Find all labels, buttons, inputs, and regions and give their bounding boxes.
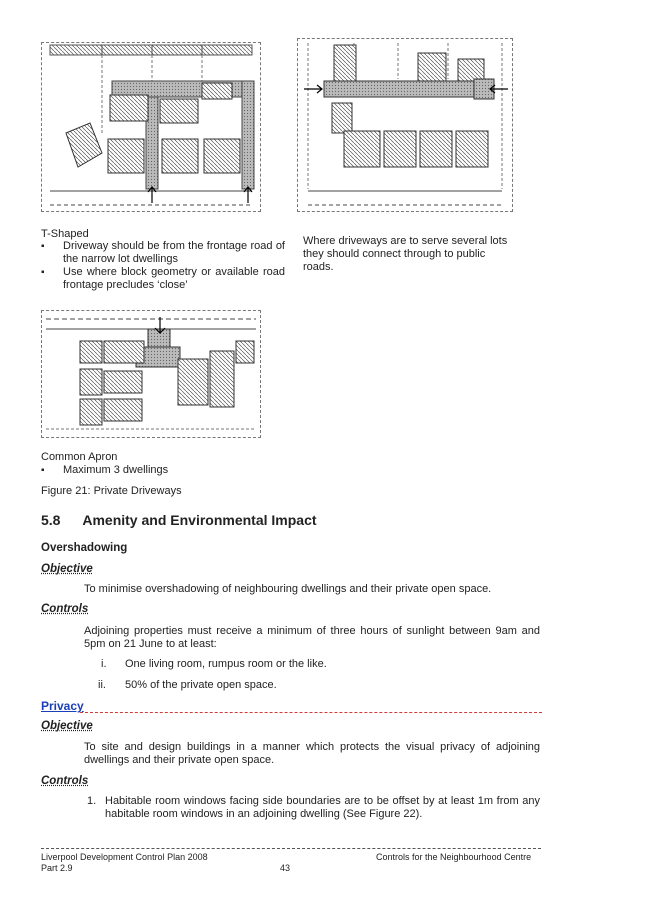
section-title: Amenity and Environmental Impact [82,512,317,528]
section-number: 5.8 [41,512,61,528]
controls-item-num: ii. [98,679,106,691]
overshadowing-objective-text: To minimise overshadowing of neighbouring dwellings and their private open space. [84,583,492,595]
overshadowing-heading: Overshadowing [41,542,128,554]
controls-item-text: One living room, rumpus room or the like. [125,658,327,670]
overshadowing-objective-label: Objective [41,563,93,575]
footer-left-line2: Part 2.9 [41,863,73,873]
common-apron-bullet-1: Maximum 3 dwellings [63,464,169,476]
bullet-marker: ▪ [41,241,45,252]
footer-rule [41,848,541,849]
privacy-objective-text: To site and design buildings in a manner which protects the visual privacy of adjoining dwellings and their private open space. [84,741,540,766]
t-shaped-driveway-figure [41,42,261,212]
t-shaped-bullet-1: Driveway should be from the frontage road of the narrow lot dwellings [63,240,285,265]
bullet-marker: ▪ [41,465,45,476]
t-shaped-title: T-Shaped [41,228,89,240]
through-road-driveway-figure [297,38,513,212]
controls-item-text: 50% of the private open space. [125,679,277,691]
overshadowing-controls-text: Adjoining properties must receive a minimum of three hours of sunlight between 9am and 5pm on 21 June to at least: [84,625,540,650]
page-number: 43 [280,863,291,873]
through-road-caption: Where driveways are to serve several lots they should connect through to public roads. [303,235,508,273]
bullet-marker: ▪ [41,267,45,278]
overshadowing-controls-label: Controls [41,603,89,615]
tracked-change-line [80,712,542,713]
privacy-objective-label: Objective [41,720,93,732]
privacy-controls-label: Controls [41,775,89,787]
privacy-controls-item-num: 1. [87,795,97,807]
footer-left-line1: Liverpool Development Control Plan 2008 [41,852,208,862]
controls-item-num: i. [101,658,107,670]
privacy-controls-item-text: Habitable room windows facing side boundaries are to be offset by at least 1m from any habitable room windows in an adjoining dwelling (See Figure 22). [105,795,540,820]
privacy-heading: Privacy [41,699,84,713]
t-shaped-bullet-2: Use where block geometry or available road frontage precludes ‘close’ [63,266,285,291]
common-apron-driveway-figure [41,310,261,438]
section-heading [41,512,317,528]
footer-right: Controls for the Neighbourhood Centre [376,852,532,862]
common-apron-title: Common Apron [41,451,118,463]
figure-caption: Figure 21: Private Driveways [41,485,182,497]
